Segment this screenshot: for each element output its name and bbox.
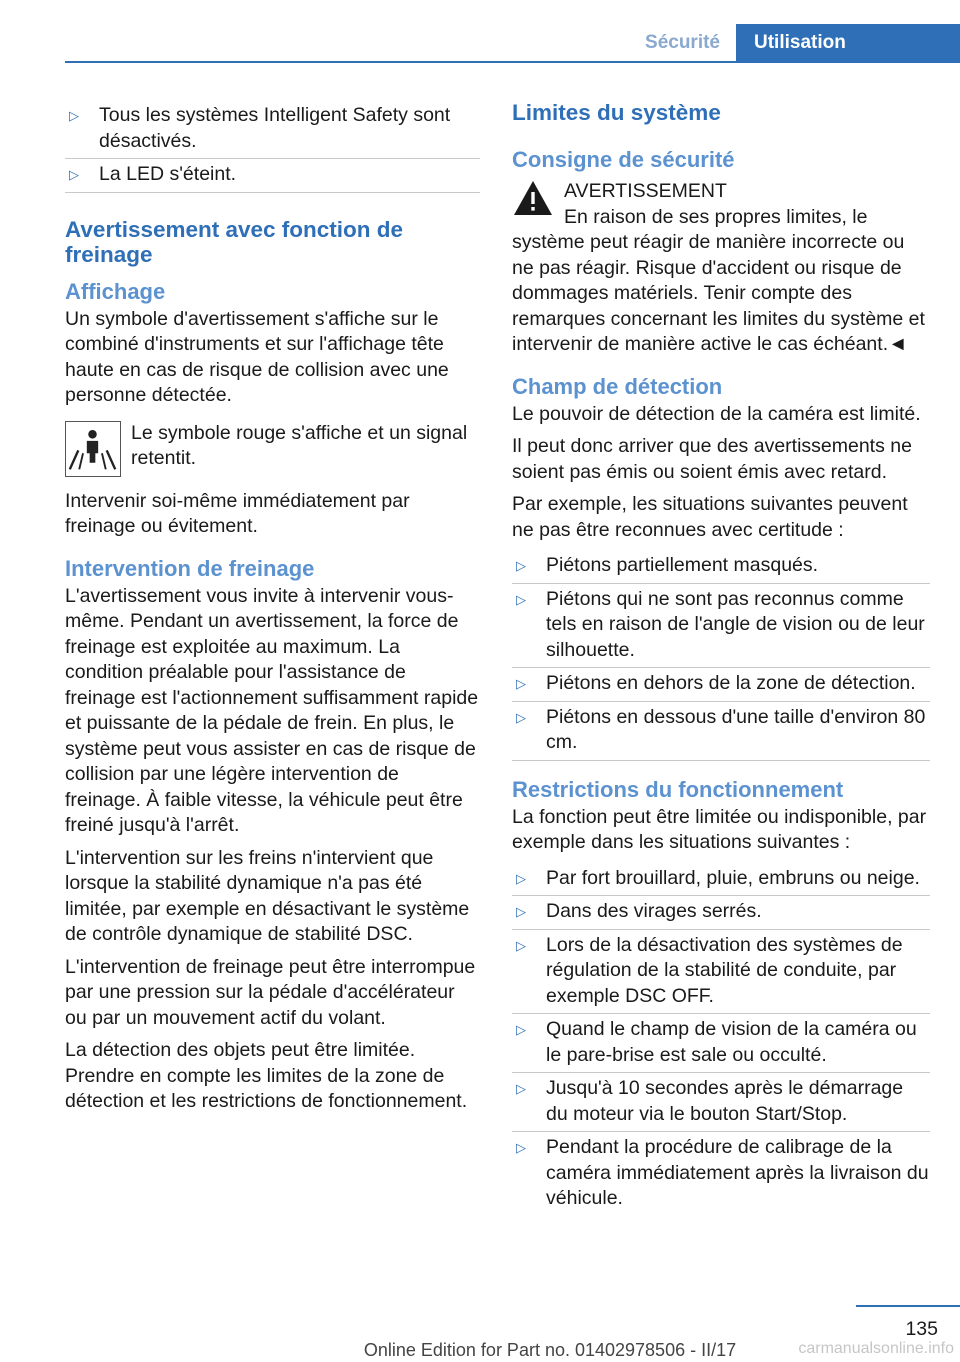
list-item: ▷ Pendant la procédure de calibrage de la caméra immédiatement après la livraison du véhicule.: [516, 1136, 929, 1209]
bullet-triangle-icon: ▷: [516, 1081, 526, 1096]
watermark: carmanualsonline.info: [798, 1340, 954, 1357]
list-item: ▷ Par fort brouillard, pluie, embruns ou neige.: [512, 863, 930, 897]
paragraph-intervenir: Intervenir soi-même immédiatement par freinage ou évitement.: [65, 489, 410, 537]
list-item: ▷ Piétons partiellement masqués.: [512, 550, 930, 584]
warning-triangle-icon: [512, 179, 554, 217]
bullet-triangle-icon: ▷: [69, 108, 79, 123]
bullet-triangle-icon: ▷: [516, 1140, 526, 1155]
subsection-title-restrictions: Restrictions du fonctionnement: [512, 776, 844, 802]
edition-note: Online Edition for Part no. 01402978506 - II/17: [363, 1340, 737, 1360]
page-number: 135: [905, 1318, 938, 1340]
paragraph-restrictions: La fonction peut être limitée ou indisponible, par exemple dans les situations suivantes :: [512, 805, 927, 853]
bullet-triangle-icon: ▷: [516, 904, 526, 919]
bullet-triangle-icon: ▷: [516, 870, 526, 886]
list-item: ▷ Piétons qui ne sont pas reconnus comme tels en raison de l'angle de vision ou de leur silhouette.: [512, 584, 930, 669]
header-tab-securite: Sécurité: [645, 32, 720, 53]
icon-note-row: [65, 421, 480, 481]
bullet-triangle-icon: ▷: [516, 558, 526, 573]
subsection-title-intervention: Intervention de freinage: [65, 555, 315, 581]
warning-block: [512, 179, 930, 358]
header-rule: [65, 61, 960, 63]
pedestrian-warning-icon: [65, 421, 121, 477]
paragraph-champ-3: Par exemple, les situations suivantes peuvent ne pas être reconnues avec certitude :: [512, 493, 908, 541]
warning-text: En raison de ses propres limites, le système peut réagir de manière incorrecte ou ne pas réagir. Risque d'accident ou risque de dommages matériels. Tenir compte des remarques concernant les limites du système et intervenir de manière active le cas échéant.◄: [512, 205, 925, 355]
section-title-limites: Limites du système: [512, 100, 721, 125]
bullet-triangle-icon: ▷: [516, 937, 526, 953]
bullet-triangle-icon: ▷: [516, 591, 526, 607]
paragraph-champ-2: Il peut donc arriver que des avertissements ne soient pas émis ou soient émis avec retard.: [512, 435, 912, 483]
paragraph-affichage: Un symbole d'avertissement s'affiche sur le combiné d'instruments et sur l'affichage tête haute en cas de risque de collision avec une personne détectée.: [65, 307, 449, 406]
subsection-title-champ: Champ de détection: [512, 373, 723, 399]
paragraph-intervention-1: L'avertissement vous invite à intervenir vous-même. Pendant un avertissement, la force de freinage est exploitée au maximum. La condition préalable pour l'assistance de freinage est l'actionnement suffisamment rapide et puissante de la pédale de frein. En plus, le système peut vous assister en cas de risque de collision par une légère intervention de freinage. À faible vitesse, la véhicule peut être freiné jusqu'à l'arrêt.: [65, 584, 479, 836]
list-item: ▷ Piétons en dehors de la zone de détection.: [512, 668, 930, 702]
top-bullet-list: [65, 100, 480, 193]
page-header: [0, 0, 960, 62]
list-item: ▷ Quand le champ de vision de la caméra ou le pare-brise est sale ou occulté.: [512, 1014, 930, 1073]
icon-note-text: Le symbole rouge s'affiche et un signal retentit.: [131, 421, 468, 469]
restrictions-bullet-list: [512, 863, 930, 1216]
list-item: ▷ Piétons en dessous d'une taille d'environ 80 cm.: [512, 702, 930, 761]
paragraph-intervention-3: L'intervention de freinage peut être interrompue par une pression sur la pédale d'accélérateur ou par un mouvement actif du volant.: [65, 955, 476, 1029]
paragraph-intervention-4: La détection des objets peut être limitée. Prendre en compte les limites de la zone de détection et les restrictions de fonctionnement.: [65, 1039, 468, 1112]
list-item: ▷ Lors de la désactivation des systèmes de régulation de la stabilité de conduite, par exemple DSC OFF.: [512, 930, 930, 1015]
paragraph-intervention-2: L'intervention sur les freins n'intervient que lorsque la stabilité dynamique n'a pas été limitée, par exemple en désactivant le système de contrôle dynamique de stabilité DSC.: [65, 846, 470, 945]
left-column: [65, 100, 480, 1122]
list-item: ▷ La LED s'éteint.: [65, 159, 480, 193]
subsection-title-affichage: Affichage: [65, 278, 166, 304]
section-title-avertissement: Avertissement avec fonction de freinage: [65, 216, 404, 267]
subsection-title-consigne: Consigne de sécurité: [512, 147, 735, 172]
list-item: ▷ Dans des virages serrés.: [512, 896, 930, 930]
warning-label: AVERTISSEMENT: [564, 180, 727, 202]
bullet-triangle-icon: ▷: [516, 709, 526, 725]
champ-bullet-list: [512, 550, 930, 761]
paragraph-champ-1: Le pouvoir de détection de la caméra est limité.: [512, 402, 921, 425]
footer-rule: [856, 1305, 960, 1307]
header-tab-utilisation: Utilisation: [736, 24, 960, 62]
bullet-triangle-icon: ▷: [516, 676, 526, 691]
list-item: ▷ Tous les systèmes Intelligent Safety sont désactivés.: [65, 100, 480, 159]
list-item: ▷ Jusqu'à 10 secondes après le démarrage du moteur via le bouton Start/Stop.: [512, 1073, 930, 1132]
right-column: [512, 100, 930, 1216]
bullet-triangle-icon: ▷: [516, 1022, 526, 1037]
bullet-triangle-icon: ▷: [69, 167, 79, 182]
